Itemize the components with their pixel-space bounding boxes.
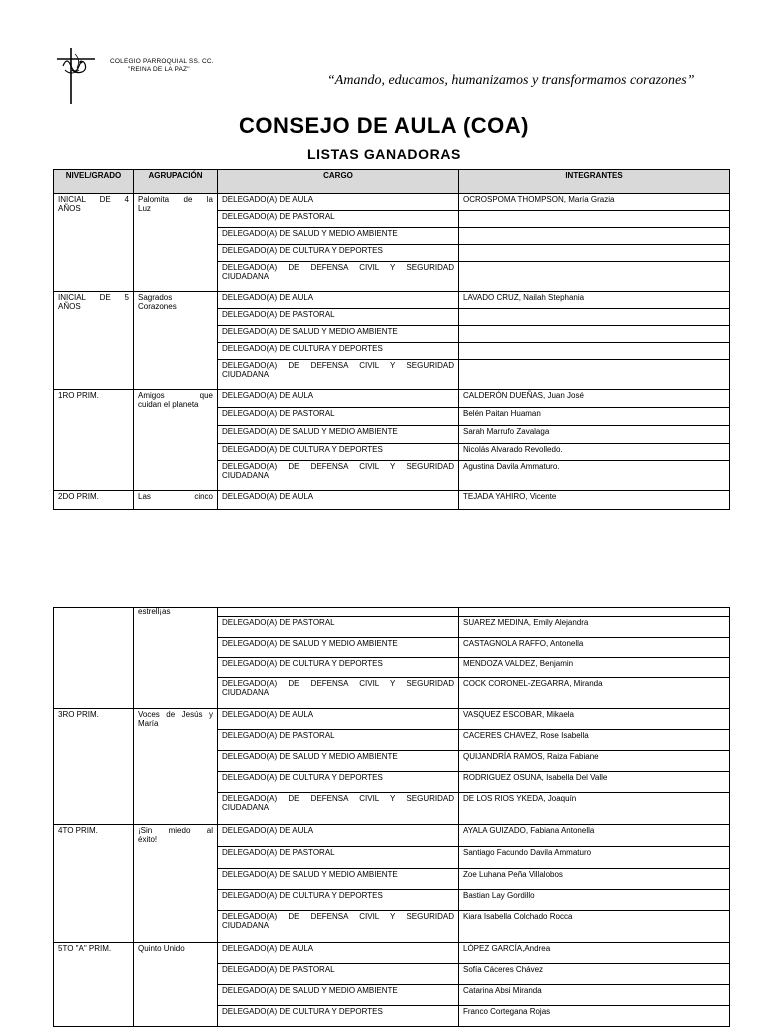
table-row <box>54 292 730 309</box>
agrupacion-cell: Sagrados Corazones <box>134 292 218 390</box>
agrupacion-cell: Amigos que cuidan el planeta <box>134 390 218 491</box>
member-cell: LAVADO CRUZ, Nailah Stephania <box>459 292 730 309</box>
member-cell: AYALA GUIZADO, Fabiana Antonella <box>459 825 730 847</box>
cargo-cell: DELEGADO(A) DE AULA <box>218 292 459 309</box>
cargo-cell: DELEGADO(A) DE AULA <box>218 709 459 730</box>
cargo-cell: DELEGADO(A) DE CULTURA Y DEPORTES <box>218 343 459 360</box>
table-row <box>54 709 730 730</box>
table-row <box>54 491 730 510</box>
cargo-cell: DELEGADO(A) DE CULTURA Y DEPORTES <box>218 772 459 793</box>
member-cell: SUAREZ MEDINA, Emily Alejandra <box>459 617 730 638</box>
cargo-cell: DELEGADO(A) DE CULTURA Y DEPORTES <box>218 658 459 678</box>
agrupacion-cell: Voces de Jesús y María <box>134 709 218 825</box>
school-name <box>110 58 214 74</box>
column-header-cargo: CARGO <box>218 170 459 194</box>
cargo-cell: DELEGADO(A) DE SALUD Y MEDIO AMBIENTE <box>218 326 459 343</box>
cargo-cell <box>218 608 459 617</box>
column-header-integrantes: INTEGRANTES <box>459 170 730 194</box>
cargo-cell: DELEGADO(A) DE DEFENSA CIVIL Y SEGURIDAD CIUDADANA <box>218 262 459 292</box>
cargo-cell: DELEGADO(A) DE AULA <box>218 491 459 510</box>
council-table-part1 <box>53 169 730 510</box>
nivel-cell: 2DO PRIM. <box>54 491 134 510</box>
table-row <box>54 390 730 408</box>
member-cell: MENDOZA VALDEZ, Benjamin <box>459 658 730 678</box>
column-header-nivel: NIVEL/GRADO <box>54 170 134 194</box>
member-cell: Zoe Luhana Peña Villalobos <box>459 869 730 890</box>
nivel-cell: INICIAL DE 4 AÑOS <box>54 194 134 292</box>
nivel-cell <box>54 608 134 709</box>
cargo-cell: DELEGADO(A) DE PASTORAL <box>218 408 459 426</box>
cargo-cell: DELEGADO(A) DE SALUD Y MEDIO AMBIENTE <box>218 228 459 245</box>
cargo-cell: DELEGADO(A) DE SALUD Y MEDIO AMBIENTE <box>218 426 459 444</box>
cargo-cell: DELEGADO(A) DE PASTORAL <box>218 309 459 326</box>
member-cell: CASTAGNOLA RAFFO, Antonella <box>459 638 730 658</box>
cargo-cell: DELEGADO(A) DE DEFENSA CIVIL Y SEGURIDAD CIUDADANA <box>218 911 459 943</box>
member-cell: Belén Paitan Huaman <box>459 408 730 426</box>
member-cell: Sarah Marrufo Zavalaga <box>459 426 730 444</box>
table-row <box>54 943 730 964</box>
member-cell: DE LOS RIOS YKEDA, Joaquín <box>459 793 730 825</box>
member-cell: Bastian Lay Gordillo <box>459 890 730 911</box>
cargo-cell: DELEGADO(A) DE PASTORAL <box>218 964 459 985</box>
cargo-cell: DELEGADO(A) DE DEFENSA CIVIL Y SEGURIDAD CIUDADANA <box>218 678 459 709</box>
member-cell: Nicolás Alvarado Revolledo. <box>459 444 730 461</box>
cargo-cell: DELEGADO(A) DE SALUD Y MEDIO AMBIENTE <box>218 985 459 1006</box>
member-cell: Franco Cortegana Rojas <box>459 1006 730 1027</box>
cargo-cell: DELEGADO(A) DE DEFENSA CIVIL Y SEGURIDAD CIUDADANA <box>218 360 459 390</box>
member-cell <box>459 309 730 326</box>
member-cell <box>459 343 730 360</box>
cargo-cell: DELEGADO(A) DE CULTURA Y DEPORTES <box>218 890 459 911</box>
cargo-cell: DELEGADO(A) DE DEFENSA CIVIL Y SEGURIDAD CIUDADANA <box>218 793 459 825</box>
cargo-cell: DELEGADO(A) DE AULA <box>218 390 459 408</box>
school-logo <box>55 46 105 106</box>
cargo-cell: DELEGADO(A) DE DEFENSA CIVIL Y SEGURIDAD CIUDADANA <box>218 461 459 491</box>
agrupacion-cell: Palomita de la Luz <box>134 194 218 292</box>
page-title: CONSEJO DE AULA (COA) <box>239 113 529 138</box>
nivel-cell: INICIAL DE 5 AÑOS <box>54 292 134 390</box>
member-cell: COCK CORONEL-ZEGARRA, Miranda <box>459 678 730 709</box>
nivel-cell: 5TO "A" PRIM. <box>54 943 134 1027</box>
cargo-cell: DELEGADO(A) DE SALUD Y MEDIO AMBIENTE <box>218 869 459 890</box>
table-row <box>54 194 730 211</box>
member-cell: CACERES CHAVEZ, Rose Isabella <box>459 730 730 751</box>
member-cell <box>459 326 730 343</box>
table-row <box>54 608 730 617</box>
cargo-cell: DELEGADO(A) DE PASTORAL <box>218 730 459 751</box>
member-cell: TEJADA YAHIRO, Vicente <box>459 491 730 510</box>
member-cell <box>459 228 730 245</box>
member-cell: Sofía Cáceres Chávez <box>459 964 730 985</box>
member-cell: OCROSPOMA THOMPSON, María Grazia <box>459 194 730 211</box>
council-table-part2 <box>53 607 730 1027</box>
cargo-cell: DELEGADO(A) DE PASTORAL <box>218 847 459 869</box>
member-cell: Santiago Facundo Davila Ammaturo <box>459 847 730 869</box>
member-cell <box>459 262 730 292</box>
nivel-cell: 1RO PRIM. <box>54 390 134 491</box>
school-motto: “Amando, educamos, humanizamos y transformamos corazones” <box>327 73 695 88</box>
page-subtitle: LISTAS GANADORAS <box>306 146 461 162</box>
agrupacion-cell: Quinto Unido <box>134 943 218 1027</box>
cargo-cell: DELEGADO(A) DE SALUD Y MEDIO AMBIENTE <box>218 638 459 658</box>
table-row <box>54 825 730 847</box>
cargo-cell: DELEGADO(A) DE AULA <box>218 825 459 847</box>
cargo-cell: DELEGADO(A) DE AULA <box>218 194 459 211</box>
cargo-cell: DELEGADO(A) DE PASTORAL <box>218 211 459 228</box>
member-cell <box>459 608 730 617</box>
agrupacion-cell: estrell¡as <box>134 608 218 709</box>
agrupacion-cell: Las cinco <box>134 491 218 510</box>
school-name-line1: COLEGIO PARROQUIAL SS. CC. <box>110 58 214 65</box>
nivel-cell: 3RO PRIM. <box>54 709 134 825</box>
member-cell: LÓPEZ GARCÍA,Andrea <box>459 943 730 964</box>
member-cell: Agustina Davila Ammaturo. <box>459 461 730 491</box>
nivel-cell: 4TO PRIM. <box>54 825 134 943</box>
agrupacion-cell: ¡Sin miedo al éxito! <box>134 825 218 943</box>
member-cell <box>459 245 730 262</box>
cargo-cell: DELEGADO(A) DE CULTURA Y DEPORTES <box>218 245 459 262</box>
cargo-cell: DELEGADO(A) DE SALUD Y MEDIO AMBIENTE <box>218 751 459 772</box>
cargo-cell: DELEGADO(A) DE PASTORAL <box>218 617 459 638</box>
member-cell: CALDERÓN DUEÑAS, Juan José <box>459 390 730 408</box>
cargo-cell: DELEGADO(A) DE AULA <box>218 943 459 964</box>
member-cell: Kiara Isabella Colchado Rocca <box>459 911 730 943</box>
member-cell: QUIJANDRÍA RAMOS, Raiza Fabiane <box>459 751 730 772</box>
table-header-row <box>54 170 730 194</box>
member-cell: Catarina Absi Miranda <box>459 985 730 1006</box>
cargo-cell: DELEGADO(A) DE CULTURA Y DEPORTES <box>218 444 459 461</box>
member-cell <box>459 211 730 228</box>
school-name-line2: "REINA DE LA PAZ" <box>128 66 190 73</box>
member-cell: VASQUEZ ESCOBAR, Mikaela <box>459 709 730 730</box>
cargo-cell: DELEGADO(A) DE CULTURA Y DEPORTES <box>218 1006 459 1027</box>
member-cell: RODRIGUEZ OSUNA, Isabella Del Valle <box>459 772 730 793</box>
member-cell <box>459 360 730 390</box>
column-header-agrupacion: AGRUPACIÓN <box>134 170 218 194</box>
